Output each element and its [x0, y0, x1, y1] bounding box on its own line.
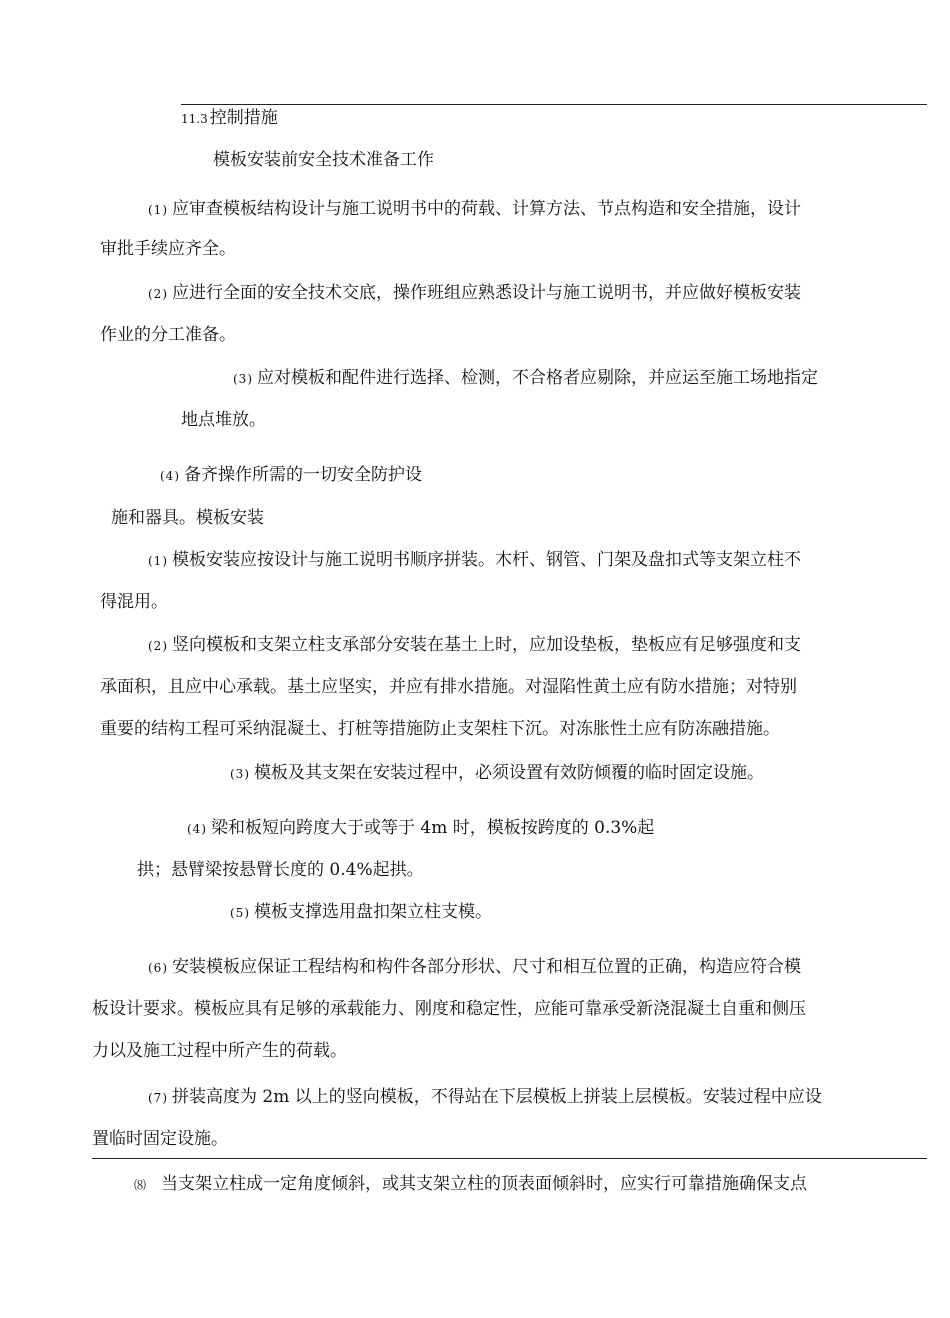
- section-heading: [181, 106, 278, 131]
- section-number: 11.3: [181, 112, 208, 126]
- install-6-line-2: 板设计要求。模板应具有足够的承载能力、刚度和稳定性，应能可靠承受新浇混凝土自重和侧压: [92, 999, 806, 1019]
- item-number: (2): [148, 639, 168, 653]
- install-5-line-1: (5) 模板支撑选用盘扣架立柱支模。: [230, 902, 492, 922]
- item-number: (4): [187, 822, 207, 836]
- bottom-rule: [92, 1158, 927, 1159]
- item-number: (1): [148, 554, 168, 568]
- install-2-line-3: 重要的结构工程可采纳混凝土、打桩等措施防止支架柱下沉。对冻胀性土应有防冻融措施。: [100, 719, 780, 739]
- install-1-line-2: 得混用。: [100, 592, 168, 612]
- section-title: 控制措施: [209, 108, 278, 128]
- install-8-line-1: ⑻ 当支架立柱成一定角度倾斜，或其支架立柱的顶表面倾斜时，应实行可靠措施确保支点: [134, 1174, 808, 1194]
- prep-2-line-1: (2) 应进行全面的安全技术交底，操作班组应熟悉设计与施工说明书，并应做好模板安装: [148, 283, 801, 303]
- install-7-line-2: 置临时固定设施。: [92, 1129, 228, 1149]
- install-1-line-1: (1) 模板安装应按设计与施工说明书顺序拼装。木杆、钢管、门架及盘扣式等支架立柱不: [148, 550, 801, 570]
- install-2-line-1: (2) 竖向模板和支架立柱支承部分安装在基土上时，应加设垫板，垫板应有足够强度和支: [148, 635, 801, 655]
- prep-2-line-2: 作业的分工准备。: [100, 325, 236, 345]
- item-number: (3): [233, 372, 253, 386]
- install-2-line-2: 承面积，且应中心承载。基土应坚实，并应有排水措施。对湿陷性黄土应有防水措施；对特别: [100, 677, 797, 697]
- subheading: 模板安装前安全技术准备工作: [213, 150, 434, 170]
- item-number: (5): [230, 906, 250, 920]
- item-number: (2): [148, 287, 168, 301]
- top-rule: [181, 104, 927, 105]
- prep-3-line-2: 地点堆放。: [181, 410, 266, 430]
- prep-4-line-1: (4) 备齐操作所需的一切安全防护设: [160, 465, 422, 485]
- install-6-line-3: 力以及施工过程中所产生的荷载。: [92, 1041, 347, 1061]
- prep-4-line-2: 施和器具。模板安装: [111, 508, 264, 528]
- install-3-line-1: (3) 模板及其支架在安装过程中，必须设置有效防倾覆的临时固定设施。: [230, 763, 764, 783]
- install-6-line-1: (6) 安装模板应保证工程结构和构件各部分形状、尺寸和相互位置的正确，构造应符合模: [148, 957, 801, 977]
- prep-1-line-2: 审批手续应齐全。: [100, 239, 236, 259]
- prep-3-line-1: (3) 应对模板和配件进行选择、检测，不合格者应剔除，并应运至施工场地指定: [233, 368, 818, 388]
- item-number: (1): [148, 203, 168, 217]
- item-number: (3): [230, 767, 250, 781]
- item-number: (6): [148, 961, 168, 975]
- item-number: ⑻: [134, 1178, 148, 1192]
- prep-1-line-1: (1) 应审查模板结构设计与施工说明书中的荷载、计算方法、节点构造和安全措施，设计: [148, 199, 801, 219]
- install-4-line-2: 拱；悬臂梁按悬臂长度的 0.4%起拱。: [137, 860, 424, 880]
- item-number: (7): [148, 1091, 168, 1105]
- install-7-line-1: (7) 拼装高度为 2m 以上的竖向模板，不得站在下层模板上拼装上层模板。安装过程中应设: [148, 1087, 822, 1107]
- install-4-line-1: (4) 梁和板短向跨度大于或等于 4m 时，模板按跨度的 0.3%起: [187, 818, 655, 838]
- item-number: (4): [160, 469, 180, 483]
